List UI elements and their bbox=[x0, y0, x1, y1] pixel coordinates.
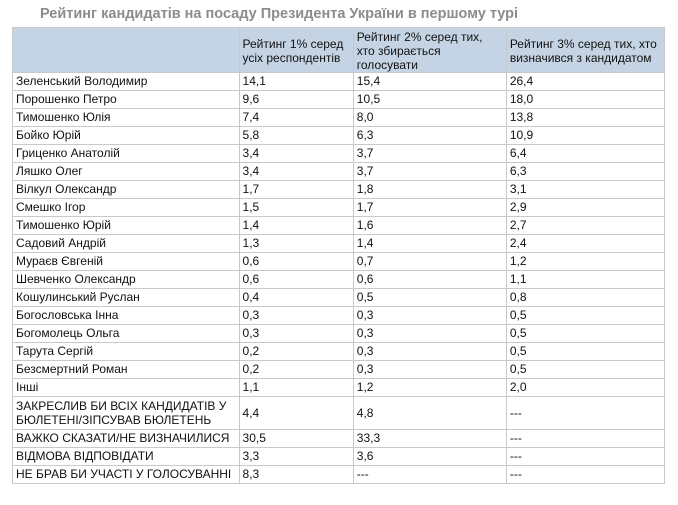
cell-rating-2: 33,3 bbox=[353, 430, 506, 448]
cell-rating-1: 5,8 bbox=[239, 127, 353, 145]
cell-rating-2: 3,7 bbox=[353, 145, 506, 163]
table-row bbox=[13, 73, 665, 91]
cell-rating-2: 1,6 bbox=[353, 217, 506, 235]
cell-candidate: Зеленський Володимир bbox=[13, 73, 240, 91]
cell-rating-1: 0,2 bbox=[239, 343, 353, 361]
cell-candidate: Кошулинський Руслан bbox=[13, 289, 240, 307]
cell-candidate: Смешко Ігор bbox=[13, 199, 240, 217]
table-row bbox=[13, 199, 665, 217]
cell-candidate: ВІДМОВА ВІДПОВІДАТИ bbox=[13, 448, 240, 466]
cell-rating-1: 9,6 bbox=[239, 91, 353, 109]
cell-rating-1: 0,4 bbox=[239, 289, 353, 307]
cell-candidate: Мураєв Євгеній bbox=[13, 253, 240, 271]
cell-rating-2: 0,3 bbox=[353, 307, 506, 325]
cell-candidate: Богомолець Ольга bbox=[13, 325, 240, 343]
cell-rating-3: 6,3 bbox=[506, 163, 664, 181]
cell-candidate: Безсмертний Роман bbox=[13, 361, 240, 379]
cell-rating-3: 0,5 bbox=[506, 361, 664, 379]
cell-candidate: Гриценко Анатолій bbox=[13, 145, 240, 163]
cell-rating-3: 6,4 bbox=[506, 145, 664, 163]
cell-rating-3: 2,4 bbox=[506, 235, 664, 253]
table-row bbox=[13, 253, 665, 271]
table-row bbox=[13, 343, 665, 361]
table-header-row bbox=[13, 28, 665, 73]
table-row bbox=[13, 325, 665, 343]
header-rating-2: Рейтинг 2% серед тих, хто збирається голосувати bbox=[353, 28, 506, 73]
rating-table bbox=[12, 27, 665, 484]
cell-rating-1: 3,4 bbox=[239, 163, 353, 181]
cell-rating-1: 3,4 bbox=[239, 145, 353, 163]
cell-rating-3: --- bbox=[506, 430, 664, 448]
table-row bbox=[13, 289, 665, 307]
cell-rating-2: 3,7 bbox=[353, 163, 506, 181]
cell-rating-2: 3,6 bbox=[353, 448, 506, 466]
table-row bbox=[13, 163, 665, 181]
cell-candidate: ЗАКРЕСЛИВ БИ ВСІХ КАНДИДАТІВ У БЮЛЕТЕНІ/ЗІПСУВАВ БЮЛЕТЕНЬ bbox=[13, 397, 240, 430]
cell-rating-3: --- bbox=[506, 466, 664, 484]
cell-candidate: Бойко Юрій bbox=[13, 127, 240, 145]
cell-rating-1: 0,3 bbox=[239, 325, 353, 343]
cell-rating-2: 0,7 bbox=[353, 253, 506, 271]
cell-rating-1: 8,3 bbox=[239, 466, 353, 484]
table-body bbox=[13, 73, 665, 484]
cell-rating-2: 1,2 bbox=[353, 379, 506, 397]
header-candidate bbox=[13, 28, 240, 73]
cell-rating-2: 0,3 bbox=[353, 343, 506, 361]
table-row bbox=[13, 235, 665, 253]
cell-rating-2: 10,5 bbox=[353, 91, 506, 109]
table-row bbox=[13, 397, 665, 430]
cell-rating-3: 10,9 bbox=[506, 127, 664, 145]
cell-rating-2: 15,4 bbox=[353, 73, 506, 91]
cell-rating-1: 4,4 bbox=[239, 397, 353, 430]
cell-rating-3: 3,1 bbox=[506, 181, 664, 199]
table-row bbox=[13, 217, 665, 235]
table-row bbox=[13, 271, 665, 289]
cell-rating-1: 7,4 bbox=[239, 109, 353, 127]
cell-candidate: Садовий Андрій bbox=[13, 235, 240, 253]
cell-rating-3: 18,0 bbox=[506, 91, 664, 109]
cell-rating-1: 1,5 bbox=[239, 199, 353, 217]
cell-rating-3: 0,5 bbox=[506, 343, 664, 361]
cell-candidate: Богословська Інна bbox=[13, 307, 240, 325]
cell-rating-1: 0,3 bbox=[239, 307, 353, 325]
cell-rating-2: 1,8 bbox=[353, 181, 506, 199]
cell-candidate: Ляшко Олег bbox=[13, 163, 240, 181]
cell-rating-1: 1,4 bbox=[239, 217, 353, 235]
page-title: Рейтинг кандидатів на посаду Президента України в першому турі bbox=[40, 6, 519, 22]
cell-rating-2: 1,7 bbox=[353, 199, 506, 217]
cell-rating-3: --- bbox=[506, 448, 664, 466]
cell-rating-1: 1,1 bbox=[239, 379, 353, 397]
cell-rating-3: 2,9 bbox=[506, 199, 664, 217]
cell-rating-3: 0,5 bbox=[506, 307, 664, 325]
cell-rating-1: 1,3 bbox=[239, 235, 353, 253]
cell-candidate: Тимошенко Юлія bbox=[13, 109, 240, 127]
cell-rating-2: --- bbox=[353, 466, 506, 484]
cell-rating-2: 0,3 bbox=[353, 361, 506, 379]
cell-rating-2: 6,3 bbox=[353, 127, 506, 145]
table-row bbox=[13, 91, 665, 109]
cell-rating-1: 3,3 bbox=[239, 448, 353, 466]
cell-candidate: НЕ БРАВ БИ УЧАСТІ У ГОЛОСУВАННІ bbox=[13, 466, 240, 484]
cell-rating-1: 0,2 bbox=[239, 361, 353, 379]
table-row bbox=[13, 448, 665, 466]
header-rating-1: Рейтинг 1% серед усіх респондентів bbox=[239, 28, 353, 73]
cell-rating-2: 0,6 bbox=[353, 271, 506, 289]
table-row bbox=[13, 109, 665, 127]
table-row bbox=[13, 181, 665, 199]
cell-rating-3: 2,0 bbox=[506, 379, 664, 397]
cell-rating-3: 1,2 bbox=[506, 253, 664, 271]
table-row bbox=[13, 430, 665, 448]
table-row bbox=[13, 361, 665, 379]
cell-candidate: Тимошенко Юрій bbox=[13, 217, 240, 235]
cell-rating-3: --- bbox=[506, 397, 664, 430]
cell-rating-1: 30,5 bbox=[239, 430, 353, 448]
cell-rating-2: 0,5 bbox=[353, 289, 506, 307]
cell-rating-3: 0,8 bbox=[506, 289, 664, 307]
cell-candidate: Шевченко Олександр bbox=[13, 271, 240, 289]
cell-candidate: ВАЖКО СКАЗАТИ/НЕ ВИЗНАЧИЛИСЯ bbox=[13, 430, 240, 448]
cell-candidate: Порошенко Петро bbox=[13, 91, 240, 109]
cell-rating-2: 4,8 bbox=[353, 397, 506, 430]
cell-rating-1: 0,6 bbox=[239, 253, 353, 271]
table-row bbox=[13, 307, 665, 325]
header-rating-3: Рейтинг 3% серед тих, хто визначився з кандидатом bbox=[506, 28, 664, 73]
cell-rating-3: 26,4 bbox=[506, 73, 664, 91]
cell-rating-1: 1,7 bbox=[239, 181, 353, 199]
table-row bbox=[13, 127, 665, 145]
table-row bbox=[13, 466, 665, 484]
table-row bbox=[13, 145, 665, 163]
cell-rating-2: 0,3 bbox=[353, 325, 506, 343]
cell-candidate: Вілкул Олександр bbox=[13, 181, 240, 199]
cell-rating-1: 0,6 bbox=[239, 271, 353, 289]
cell-candidate: Інші bbox=[13, 379, 240, 397]
cell-rating-3: 0,5 bbox=[506, 325, 664, 343]
cell-candidate: Тарута Сергій bbox=[13, 343, 240, 361]
cell-rating-2: 8,0 bbox=[353, 109, 506, 127]
cell-rating-1: 14,1 bbox=[239, 73, 353, 91]
cell-rating-3: 1,1 bbox=[506, 271, 664, 289]
cell-rating-2: 1,4 bbox=[353, 235, 506, 253]
cell-rating-3: 2,7 bbox=[506, 217, 664, 235]
table-row bbox=[13, 379, 665, 397]
cell-rating-3: 13,8 bbox=[506, 109, 664, 127]
